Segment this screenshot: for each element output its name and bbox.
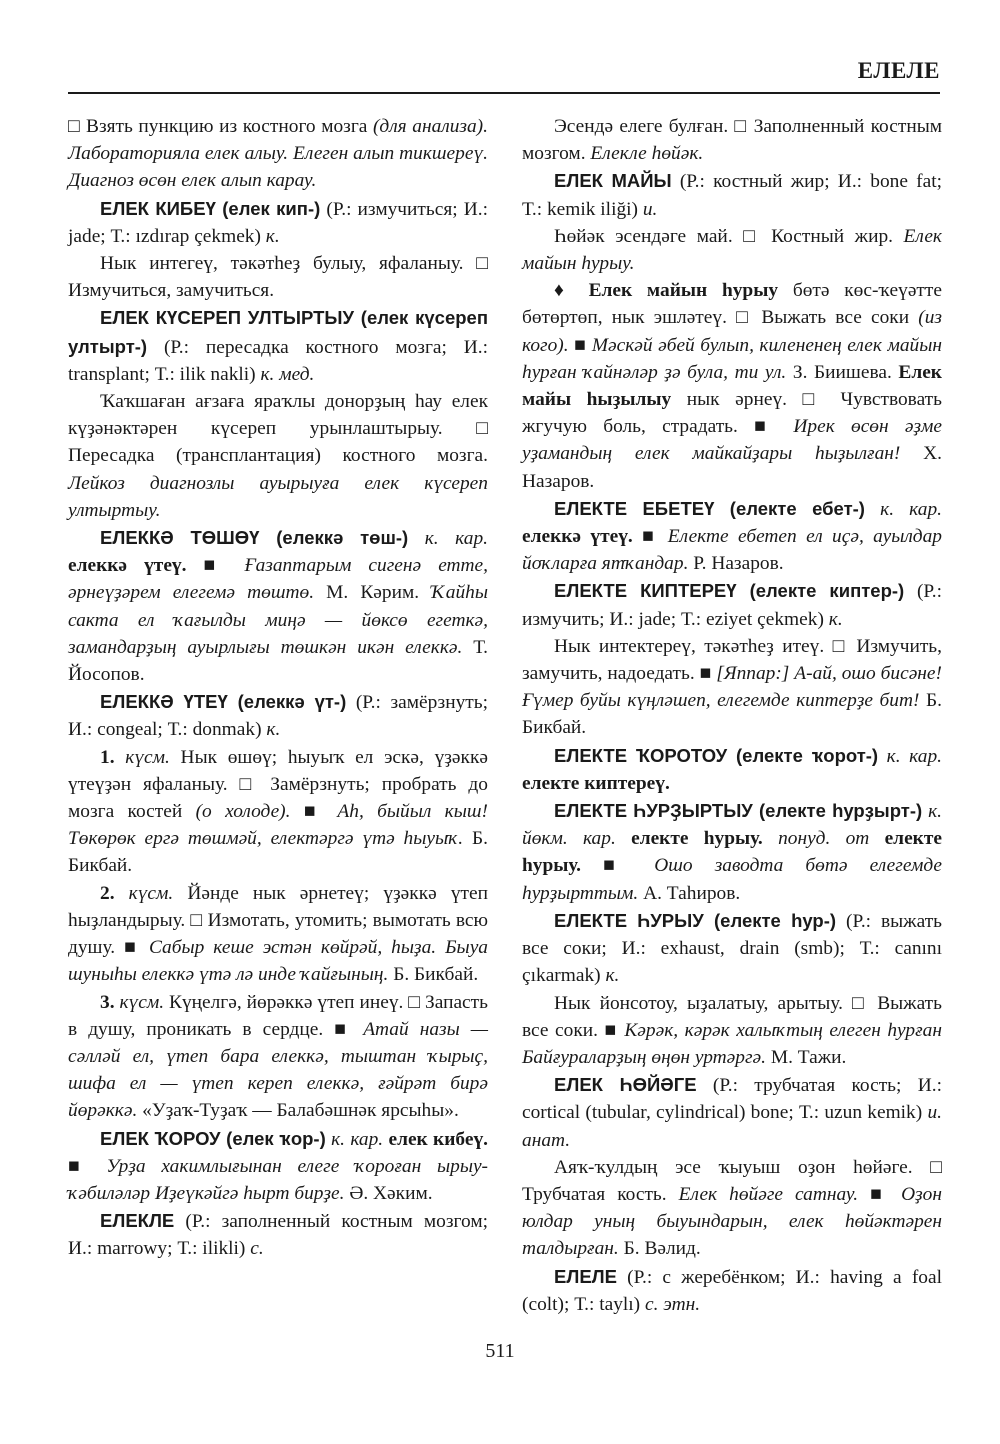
dictionary-paragraph: Нык интегеү, тәкәтһеҙ булыу, яфаланыу. □ Измучиться, замучиться. bbox=[68, 253, 488, 302]
dictionary-paragraph: ЕЛЕК КИБЕҮ (елек кип-) (Р.: измучиться; И.: jade; Т.: ızdırap çekmek) к. bbox=[68, 197, 488, 247]
dictionary-paragraph: ЕЛЕКТЕ ҺУРҘЫРТЫУ (електе һурҙырт-) к. йөкм. кар. електе һурыу. понуд. от електе һурыу. ■ Ошо заводта бөтә елегемде һурҙырттым. А. Таһиров. bbox=[522, 800, 942, 904]
dictionary-paragraph: Эсендә елеге булған. □ Заполненный костным мозгом. Елекле һөйәк. bbox=[522, 116, 942, 165]
running-header: ЕЛЕЛЕ bbox=[857, 58, 940, 83]
dictionary-paragraph: 2. күсм. Йәнде нык әрнетеү; үҙәккә үтеп һыҙландырыу. □ Измотать, утомить; вымотать всю душу. ■ Сабыр кеше эстән көйрәй, һыҙа. Быуа шуныһы елеккә үтә лә инде ҡайғының. Б. Бикбай. bbox=[68, 882, 488, 986]
dictionary-paragraph: ЕЛЕКТЕ КИПТЕРЕҮ (електе киптер-) (Р.: измучить; И.: jade; Т.: eziyet çekmek) к. bbox=[522, 580, 942, 630]
dictionary-paragraph: □ Взять пункцию из костного мозга (для анализа). Лабораторияла елек алыу. Елеген алып тикшереү. Диагноз өсөн елек алып карау. bbox=[68, 116, 488, 192]
page-number: 511 bbox=[485, 1340, 515, 1362]
dictionary-paragraph: ЕЛЕКТЕ ҠОРОТОУ (електе ҡорот-) к. кар. електе киптереү. bbox=[522, 744, 942, 794]
dictionary-paragraph: ЕЛЕКТЕ ҺУРЫУ (електе һур-) (Р.: выжать все соки; И.: exhaust, drain (smb); Т.: canını çıkarmak) к. bbox=[522, 909, 943, 987]
dictionary-paragraph: Ҡаҡшаған ағзаға яраҡлы донорҙың һау елек күҙәнәктәрен күсереп урынлаштырыу. □ Пересадка (трансплантация) костного мозга. Лейкоз диагнозлы ауырыуға елек күсереп ултыртыу. bbox=[68, 391, 488, 521]
dictionary-paragraph: ЕЛЕККӘ ҮТЕҮ (елеккә үт-) (Р.: замёрзнуть; И.: congeal; Т.: donmak) к. bbox=[68, 691, 488, 741]
dictionary-paragraph: ЕЛЕК ҠОРОУ (елек ҡор-) к. кар. елек кибеү. ■ Урҙа хакимлығынан елеге ҡороған ырыу-ҡәбиләләр Иҙеүкәйгә һырт бирҙе. Ә. Хәким. bbox=[68, 1127, 489, 1204]
dictionary-paragraph: Нык йонсотоу, ыҙалатыу, арытыу. □ Выжать все соки. ■ Кәрәк, кәрәк халыҡтың елеген һурған Байғураларҙың өңөн уртәргә. М. Тажи. bbox=[522, 992, 942, 1068]
dictionary-paragraph: ЕЛЕКТЕ ЕБЕТЕҮ (електе ебет-) к. кар. елеккә үтеү. ■ Електе ебетеп ел иҫә, ауылдар йоҡларға ятҡандар. Р. Назаров. bbox=[522, 497, 942, 575]
dictionary-paragraph: ЕЛЕКЛЕ (Р.: заполненный костным мозгом; И.: marrowy; Т.: ilikli) с. bbox=[68, 1210, 488, 1260]
dictionary-paragraph: ЕЛЕККӘ ТӨШӨҮ (елеккә төш-) к. кар. елеккә үтеү. ■ Ғазаптарым сигенә етте, әрнеүҙәрем елегемә төштө. М. Кәрим. Ҡайһы сакта ел ҡағылды миңә — йөксө егеткә, замандарҙың ауырлығы төшкән икән елеккә. Т. Йосопов. bbox=[68, 527, 488, 686]
dictionary-paragraph: ЕЛЕК МАЙЫ (Р.: костный жир; И.: bone fat; Т.: kemik iliği) и. bbox=[522, 170, 942, 220]
dictionary-paragraph: Аяҡ-ҡулдың эсе ҡыуыш оҙон һөйәге. □ Трубчатая кость. Елек һөйәге сатнау. ■ Оҙон юлдар уның быуындарын, елек һөйәктәрен талдырған. Б. Вәлид. bbox=[522, 1156, 942, 1260]
header-rule bbox=[68, 92, 940, 94]
left-column bbox=[68, 113, 488, 1263]
dictionary-paragraph: ♦ Елек майын һурыу бөтә көс-ҡеүәтте бөтөртөп, нык эшләтеү. □ Выжать все соки (из кого). ■ Мәскәй әбей булып, килененең елек майын һурған ҡайнәләр ҙә була, ти ул. З. Биишева. Елек майы һыҙылыу нык әрнеү. □ Чувствовать жгучую боль, страдать. ■ Ирек өсөн әҙме уҙамандың елек майкайҙары һыҙылған! Х. Назаров. bbox=[522, 280, 943, 492]
dictionary-paragraph: Һөйәк эсендәге май. □ Костный жир. Елек майын һурыу. bbox=[522, 225, 942, 275]
dictionary-paragraph: ЕЛЕЛЕ (Р.: с жеребёнком; И.: having a foal (colt); Т.: taylı) с. этн. bbox=[522, 1265, 942, 1315]
dictionary-paragraph: 3. күсм. Күңелгә, йөрәккә үтеп инеү. □ Запасть в душу, проникать в сердце. ■ Атай назы — сәлләй ел, үтеп бара елеккә, тыштан ҡырыҫ, шифа ел — үтеп кереп елеккә, ғәйрәт бирә йөрәккә. «Уҙаҡ-Туҙаҡ — Балабәшнәк ярсыһы». bbox=[68, 991, 488, 1122]
dictionary-paragraph: Нык интектереү, тәкәтһеҙ итеү. □ Измучить, замучить, надоедать. ■ [Яппар:] А-ай, ошо бисәне! Ғүмер буйы күңләшеп, елегемде киптерҙе бит! Б. Бикбай. bbox=[522, 635, 942, 739]
dictionary-paragraph: 1. күсм. Нык өшөү; һыуыҡ ел эскә, үҙәккә үтеүҙән яфаланыу. □ Замёрзнуть; пробрать до мозга костей (о холоде). ■ Ah, быйыл кыш! Төкөрөк ергә төшмәй, електәргә үтә һыуыҡ. Б. Бикбай. bbox=[68, 746, 488, 877]
dictionary-paragraph: ЕЛЕК КҮСЕРЕП УЛТЫРТЫУ (елек күсереп ултырт-) (Р.: пересадка костного мозга; И.: transplant; Т.: ilik nakli) к. мед. bbox=[68, 307, 488, 385]
right-column bbox=[522, 113, 942, 1318]
dictionary-paragraph: ЕЛЕК ҺӨЙӘГЕ (Р.: трубчатая кость; И.: cortical (tubular, cylindrical) bone; Т.: uzun kemik) и. анат. bbox=[522, 1074, 942, 1151]
